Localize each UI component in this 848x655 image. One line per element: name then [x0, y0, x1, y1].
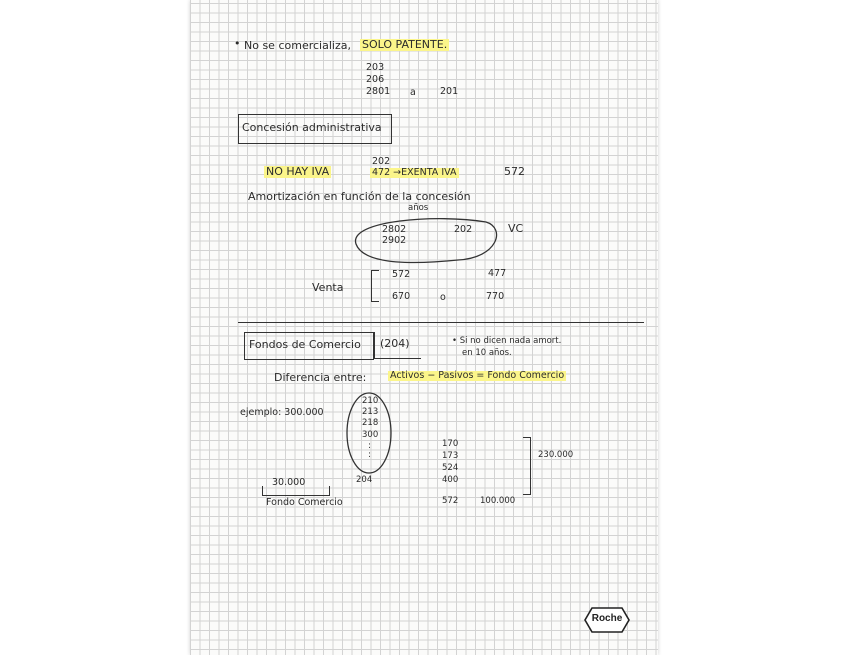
notebook-page: [190, 0, 658, 655]
exenta-iva-label: 472 →EXENTA IVA: [372, 167, 457, 178]
top-account-1: 203: [366, 62, 385, 73]
section-divider: [238, 322, 644, 323]
loop-account-2: 2902: [382, 235, 407, 246]
diferencia-formula: Activos − Pasivos = Fondo Comercio: [390, 370, 565, 381]
oval-account-2: 213: [362, 407, 379, 417]
right-bracket-bottom: [523, 494, 531, 495]
venta-row1-right: 477: [488, 268, 507, 279]
loop-account-1: 2802: [382, 224, 407, 235]
final-value: 100.000: [480, 496, 516, 506]
oval-account-4: 300: [362, 430, 379, 440]
top-account-2: 206: [366, 74, 385, 85]
top-highlight: SOLO PATENTE.: [362, 38, 448, 51]
venta-bracket-v: [371, 270, 372, 302]
right-account-1: 170: [442, 439, 459, 449]
bottom-left-value: 30.000: [272, 477, 306, 488]
right-account-3: 524: [442, 463, 459, 473]
oval-dots-2: :: [368, 450, 371, 460]
amortizacion-line: Amortización en función de la concesión: [248, 190, 471, 203]
concesion-loop: [348, 214, 500, 266]
fondo-note-1: • Si no dicen nada amort.: [452, 336, 562, 346]
final-account: 572: [442, 496, 459, 506]
fondo-bracket-h: [262, 495, 330, 496]
venta-row1-left: 572: [392, 269, 411, 280]
oval-account-1: 210: [362, 396, 379, 406]
roche-logo-text: Roche: [591, 613, 623, 624]
vc-label: VC: [508, 222, 524, 235]
account-572: 572: [504, 165, 525, 178]
no-iva-label: NO HAY IVA: [266, 165, 330, 178]
venta-row2-left: 670: [392, 291, 411, 302]
bracket-total: 230.000: [538, 450, 574, 460]
bullet: •: [234, 37, 241, 50]
venta-row2-mid: o: [440, 292, 446, 303]
roche-logo: [584, 607, 630, 633]
venta-bracket-top: [371, 270, 379, 271]
venta-row2-right: 770: [486, 291, 505, 302]
fondo-bracket-v-right: [329, 486, 330, 496]
oval-dots-1: :: [368, 441, 371, 451]
top-target: 201: [440, 86, 459, 97]
top-account-3: 2801: [366, 86, 391, 97]
loop-right-account: 202: [454, 224, 473, 235]
top-connector: a: [410, 87, 416, 98]
fondo-heading: Fondos de Comercio: [249, 338, 361, 351]
top-line-text: No se comercializa,: [244, 39, 351, 52]
right-bracket-v: [530, 437, 531, 495]
concesion-heading: Concesión administrativa: [242, 121, 382, 134]
venta-bracket-bottom: [371, 301, 379, 302]
right-account-4: 400: [442, 475, 459, 485]
diferencia-label: Diferencia entre:: [274, 371, 367, 384]
right-bracket-top: [523, 437, 531, 438]
bottom-left-label: Fondo Comercio: [266, 497, 343, 508]
venta-label: Venta: [312, 281, 344, 294]
concesion-account-top: 202: [372, 156, 391, 167]
fondo-note-2: en 10 años.: [462, 348, 512, 358]
ejemplo-label: ejemplo: 300.000: [240, 407, 324, 418]
oval-account-3: 218: [362, 418, 379, 428]
anos-label: años: [408, 203, 429, 213]
right-account-2: 173: [442, 451, 459, 461]
oval-bottom-account: 204: [356, 475, 373, 485]
fondo-code: (204): [380, 337, 410, 350]
